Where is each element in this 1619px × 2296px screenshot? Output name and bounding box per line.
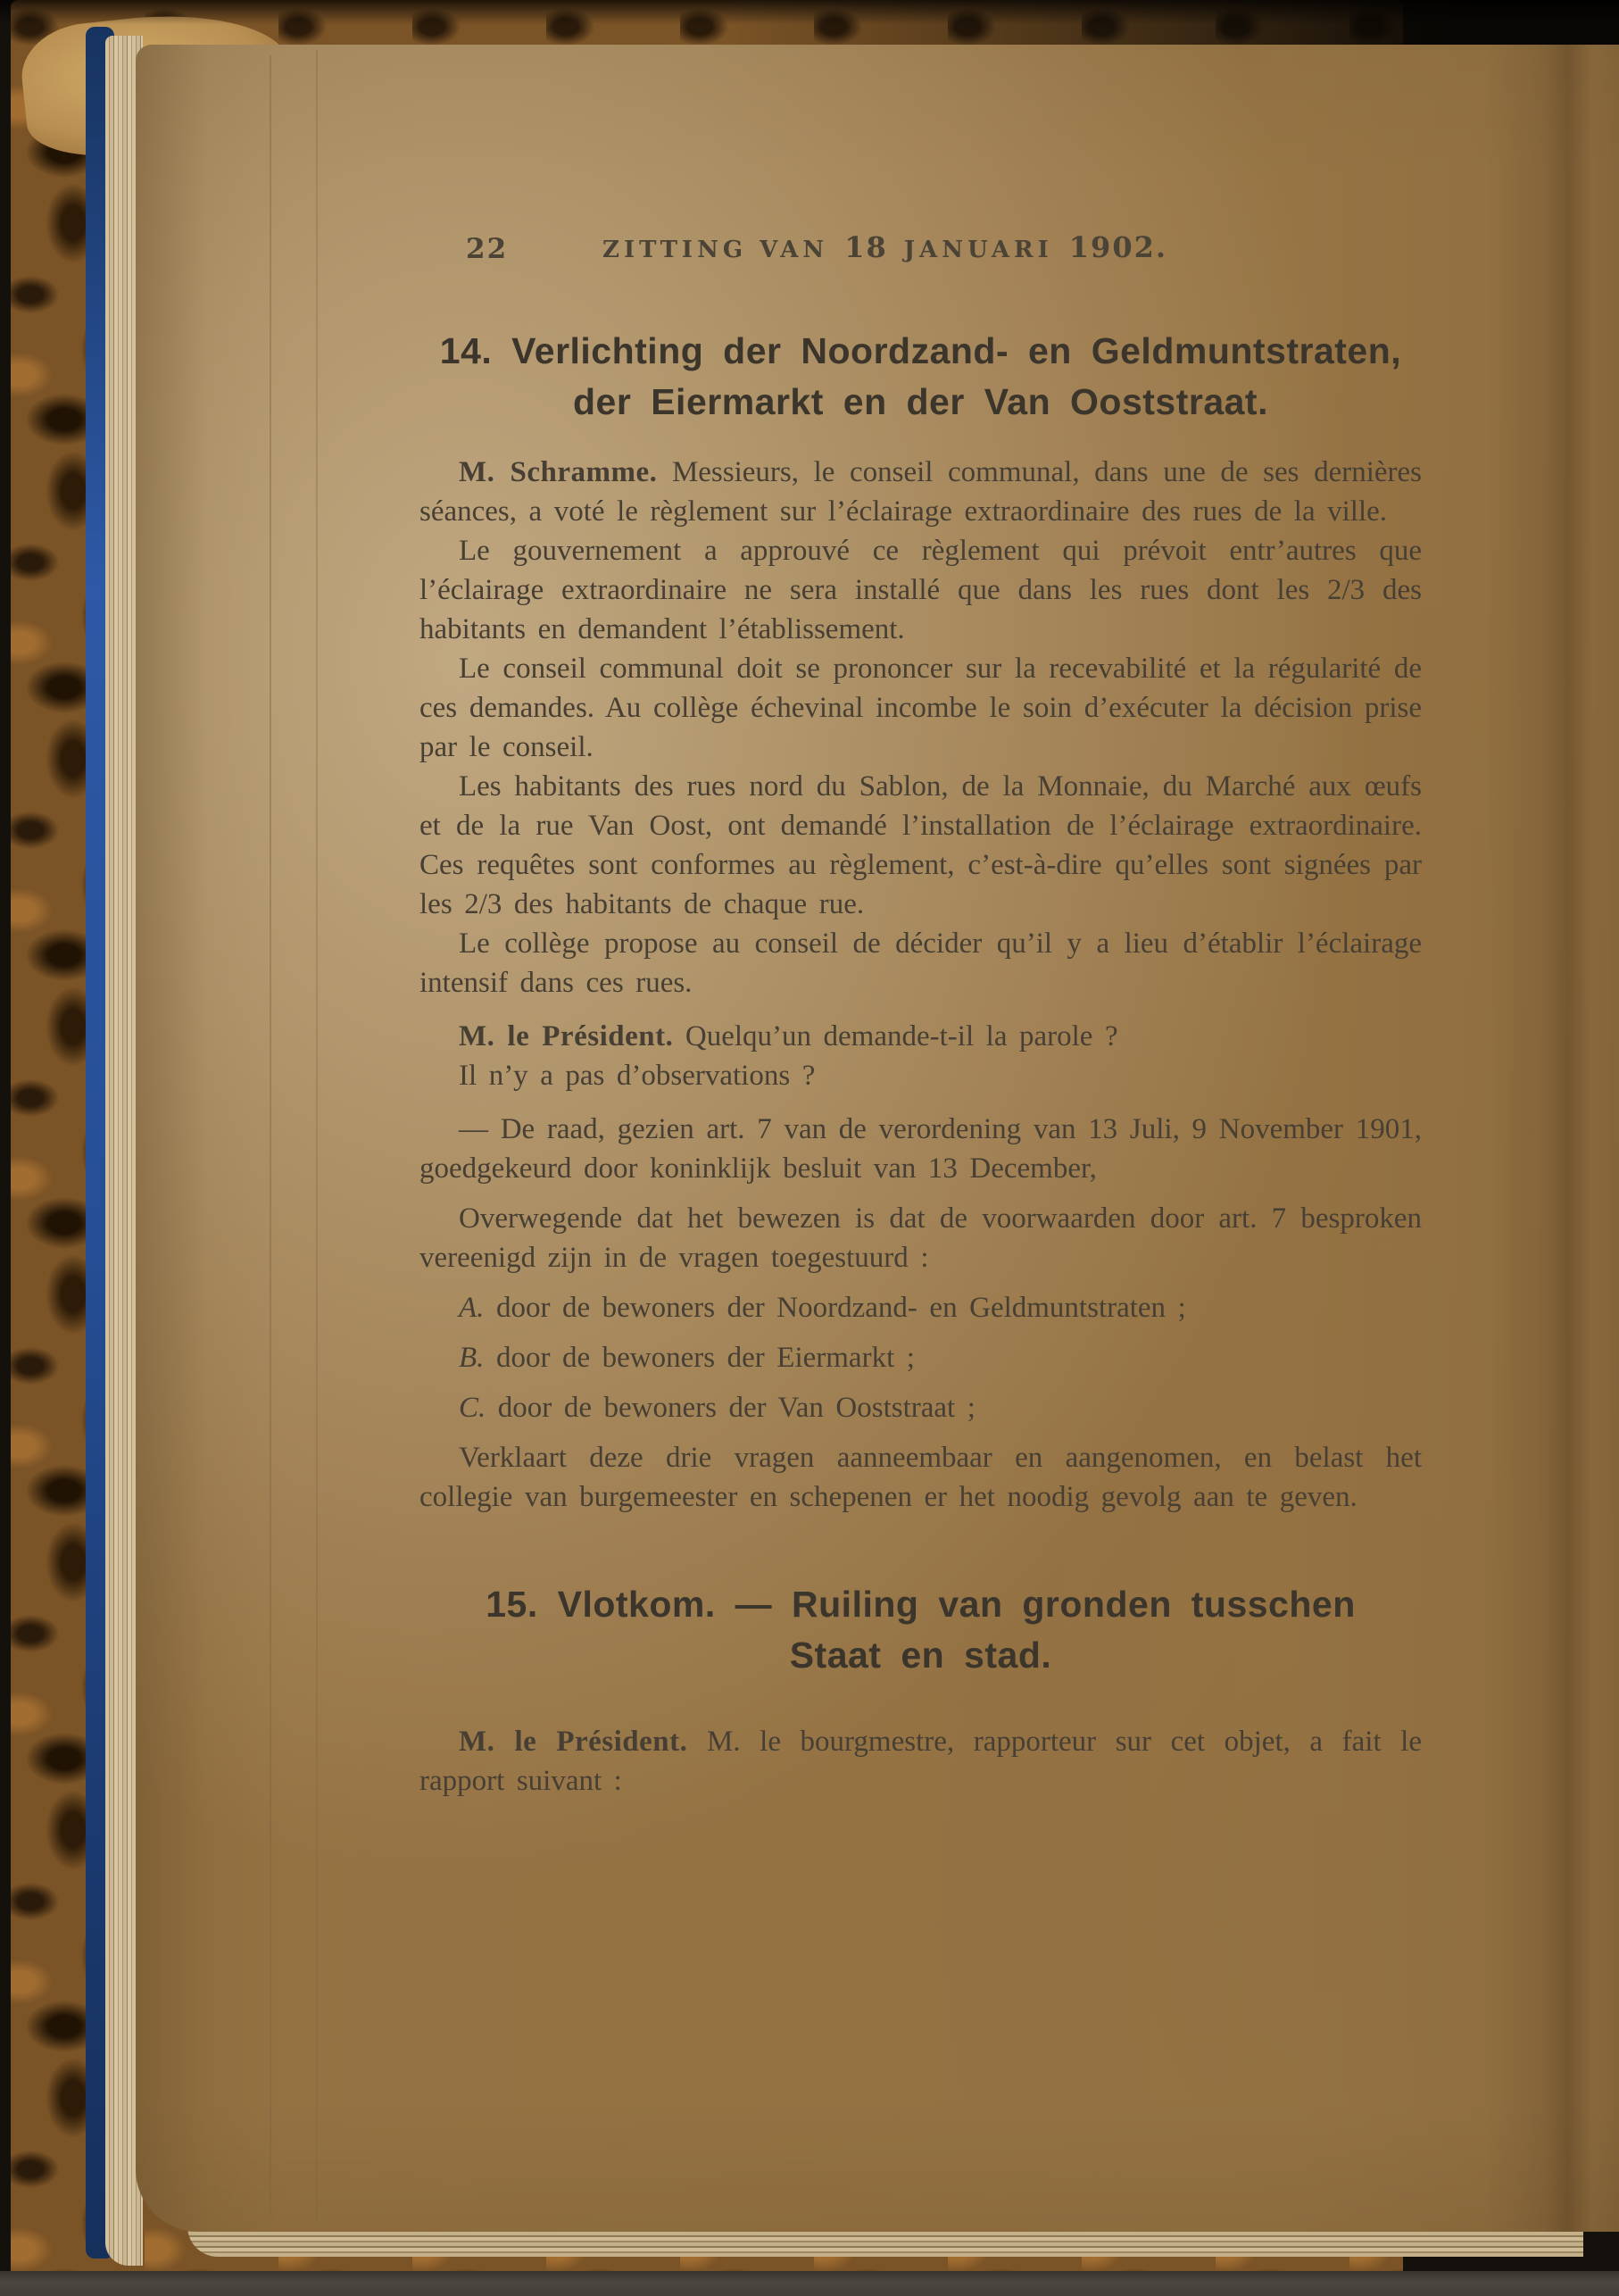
printed-text-column [419, 228, 1422, 1801]
paragraph [419, 1722, 1422, 1801]
paragraph [419, 924, 1422, 1002]
section-14-heading-line1: 14. Verlichting der Noordzand- en Geldmuntstraten, [439, 330, 1402, 371]
speaker-name: M. le Président. [459, 1020, 674, 1052]
paragraph-text: Le gouvernement a approuvé ce règlement qui prévoit entr’autres que l’éclairage extraordinaire ne sera installé que dans les rues dont les 2/3 des habitants en demandent l’établissement. [419, 535, 1422, 645]
paragraph [419, 1056, 1422, 1095]
list-marker: A. [459, 1292, 485, 1324]
running-head-month: JANUARI [903, 237, 1053, 263]
paragraph [419, 1017, 1422, 1056]
paragraph-text: Verklaart deze drie vragen aanneembaar en aangenomen, en belast het collegie van burgemeester en schepenen er het noodig gevolg aan te geven. [419, 1442, 1422, 1513]
page-number: 22 [466, 233, 509, 265]
table-surface [0, 2271, 1619, 2296]
paragraph-text: door de bewoners der Eiermarkt ; [495, 1342, 915, 1374]
running-head-day: 18 [844, 230, 888, 264]
running-head-zitting-van: ZITTING VAN [602, 237, 829, 263]
paragraph [419, 1110, 1422, 1188]
paragraph [419, 531, 1422, 649]
paragraph-text: Les habitants des rues nord du Sablon, de la Monnaie, du Marché aux œufs et de la rue Van Oost, ont demandé l’installation de l’éclairage extraordinaire. Ces requêtes sont conformes au règlement, c’est-à-dire qu’elles sont signées par les 2/3 des habitants de chaque rue. [419, 770, 1422, 920]
page-fold-shadow [1485, 45, 1619, 2232]
paragraph-text: door de bewoners der Noordzand- en Geldmuntstraten ; [495, 1292, 1186, 1324]
underlying-page-edge-line [270, 55, 271, 2216]
paragraph-text: M. le bourgmestre, rapporteur sur cet objet, a fait le rapport suivant : [419, 1726, 1423, 1797]
section-15-heading [419, 1579, 1422, 1681]
section-15-heading-line1: 15. Vlotkom. — Ruiling van gronden tusschen [486, 1584, 1356, 1625]
paragraph [419, 767, 1422, 924]
paragraph [419, 1438, 1422, 1517]
paragraph-text: door de bewoners der Van Ooststraat ; [497, 1392, 976, 1424]
paragraph-text: Le collège propose au conseil de décider qu’il y a lieu d’établir l’éclairage intensif dans ces rues. [419, 928, 1422, 999]
paragraph [419, 1338, 1422, 1377]
running-head [419, 228, 1422, 269]
running-head-year: 1902. [1068, 230, 1167, 264]
underlying-page-edge-line [316, 50, 318, 2223]
speaker-name: M. Schramme. [459, 456, 658, 488]
paragraph-text: Le conseil communal doit se prononcer sur la recevabilité et la régularité de ces demandes. Au collège échevinal incombe le soin d’exécuter la décision prise par le conseil. [419, 653, 1422, 763]
section-15-heading-line2: Staat en stad. [789, 1635, 1052, 1676]
section-14-heading-line2: der Eiermarkt en der Van Ooststraat. [573, 381, 1268, 422]
book-page [136, 45, 1619, 2232]
speaker-name: M. le Président. [459, 1726, 688, 1758]
paragraph-text: — De raad, gezien art. 7 van de verordening van 13 Juli, 9 November 1901, goedgekeurd door koninklijk besluit van 13 December, [419, 1113, 1422, 1185]
list-marker: B. [459, 1342, 485, 1374]
top-edge-shadow [0, 0, 1619, 45]
paragraph-text: Overwegende dat het bewezen is dat de voorwaarden door art. 7 besproken vereenigd zijn in de vragen toegestuurd : [419, 1202, 1422, 1274]
section-14-heading [419, 326, 1422, 428]
paragraph-text: Quelqu’un demande-t-il la parole ? [685, 1020, 1118, 1052]
paragraph [419, 453, 1422, 531]
paragraph [419, 649, 1422, 767]
paragraph [419, 1288, 1422, 1327]
paragraph-text: Messieurs, le conseil communal, dans une de ses dernières séances, a voté le règlement sur l’éclairage extraordinaire des rues de la ville. [419, 456, 1422, 528]
paragraph-text: Il n’y a pas d’observations ? [459, 1060, 816, 1092]
paragraph [419, 1388, 1422, 1427]
list-marker: C. [459, 1392, 486, 1424]
paragraph [419, 1199, 1422, 1277]
